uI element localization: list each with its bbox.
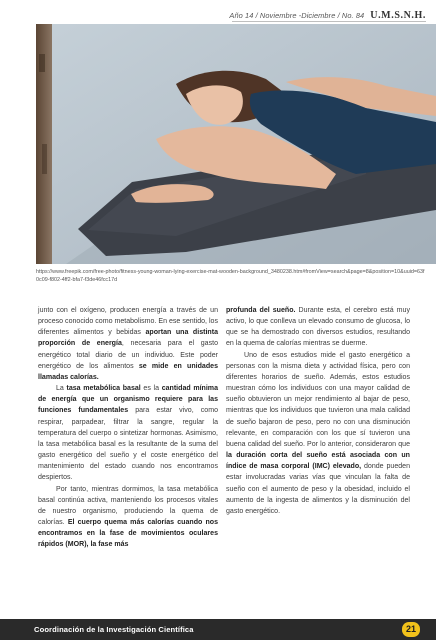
emphasis-text: El cuerpo quema más calorías cuando nos encontramos en la fase de movimientos oculares rápidos (MOR), la fase más: [38, 518, 218, 549]
paragraph: La tasa metabólica basal es la cantidad mínima de energía que un organismo requiere para las funciones fundamentales para estar vivo, como respirar, parpadear, filtrar la sangre, regular la temperatura del cuerpo o sintetizar hormonas. Asimismo, la tasa metabólica basal es la resultante de la suma del gasto energético del sueño y el coste energético del mantenimiento del estado cuando nos encontramos despiertos.: [38, 385, 218, 482]
photo-credit: https://www.freepik.com/free-photo/fitness-young-woman-lying-exercise-mat-wooden-background_3480238.htm#fromView=search&page=8&position=10&uuid=63f0c09-f802-4ff2-bfa7-f3de46fcc17d: [36, 269, 425, 283]
paragraph: profunda del sueño. Durante esta, el cerebro está muy activo, lo que conlleva un elevado consumo de glucosa, lo que se ha demostrado con diversos estudios, resultando en la quema de calorías mientras se duerme.: [226, 307, 410, 348]
article-photo: [36, 24, 436, 264]
emphasis-text: tasa metabólica basal: [66, 385, 141, 393]
photo-illustration: [36, 24, 436, 264]
emphasis-text: profunda del sueño.: [226, 307, 296, 314]
emphasis-text: aportan una distinta proporción de energía: [38, 329, 218, 348]
paragraph: junto con el oxígeno, producen energía a través de un proceso conocido como metabolismo. En ese sentido, los diferentes alimentos y bebidas aportan una distinta proporción de energía, necesaria para el gasto energético total diario de un individuo. Este poder energético de los alimentos se mide en unidades llamadas calorías.: [38, 307, 218, 381]
paragraph: Uno de esos estudios mide el gasto energético a personas con la misma dieta y actividad física, pero con diferentes horarios de sueño. Además, estos estudios muestran cómo los individuos con una mayor calidad de sueño obtuvieron un mejor rendimiento al bajar de peso, mientras que los individuos que tuvieron una mala calidad de sueño bajaron de peso, pero no con una disminución relevante, en comparación con los que sí tuvieron una buena calidad del sueño. Por lo anterior, consideraron que la duración corta del sueño está asociada con un índice de masa corporal (IMC) elevado, donde pueden estar involucradas varias vías que vinculan la falta de sueño con el aumento de peso y la obesidad, incluido el aumento de la ingesta de alimentos y la disminución del gasto energético.: [226, 351, 410, 515]
paragraph: Por tanto, mientras dormimos, la tasa metabólica basal continúa activa, manteniendo los procesos vitales de nuestro organismo, produciendo la quema de calorías. El cuerpo quema más calorías cuando nos encontramos en la fase de movimientos oculares rápidos (MOR), la fase más: [38, 485, 218, 549]
page-number-badge: 21: [402, 622, 420, 637]
page-footer: [0, 619, 436, 640]
university-name: U.M.S.N.H.: [370, 9, 426, 21]
emphasis-text: la duración corta del sueño está asociada con un índice de masa corporal (IMC) elevado,: [226, 452, 410, 471]
emphasis-text: se mide en unidades llamadas calorías.: [38, 362, 218, 381]
issue-info: Año 14 / Noviembre -Diciembre / No. 84: [229, 10, 365, 20]
header-rule: [232, 21, 426, 22]
emphasis-text: cantidad mínima de energía que un organismo requiere para las funciones fundamentales: [38, 385, 218, 415]
article-column-right: [226, 305, 410, 517]
article-column-left: [38, 305, 218, 550]
footer-text: Coordinación de la Investigación Científica: [34, 625, 194, 634]
